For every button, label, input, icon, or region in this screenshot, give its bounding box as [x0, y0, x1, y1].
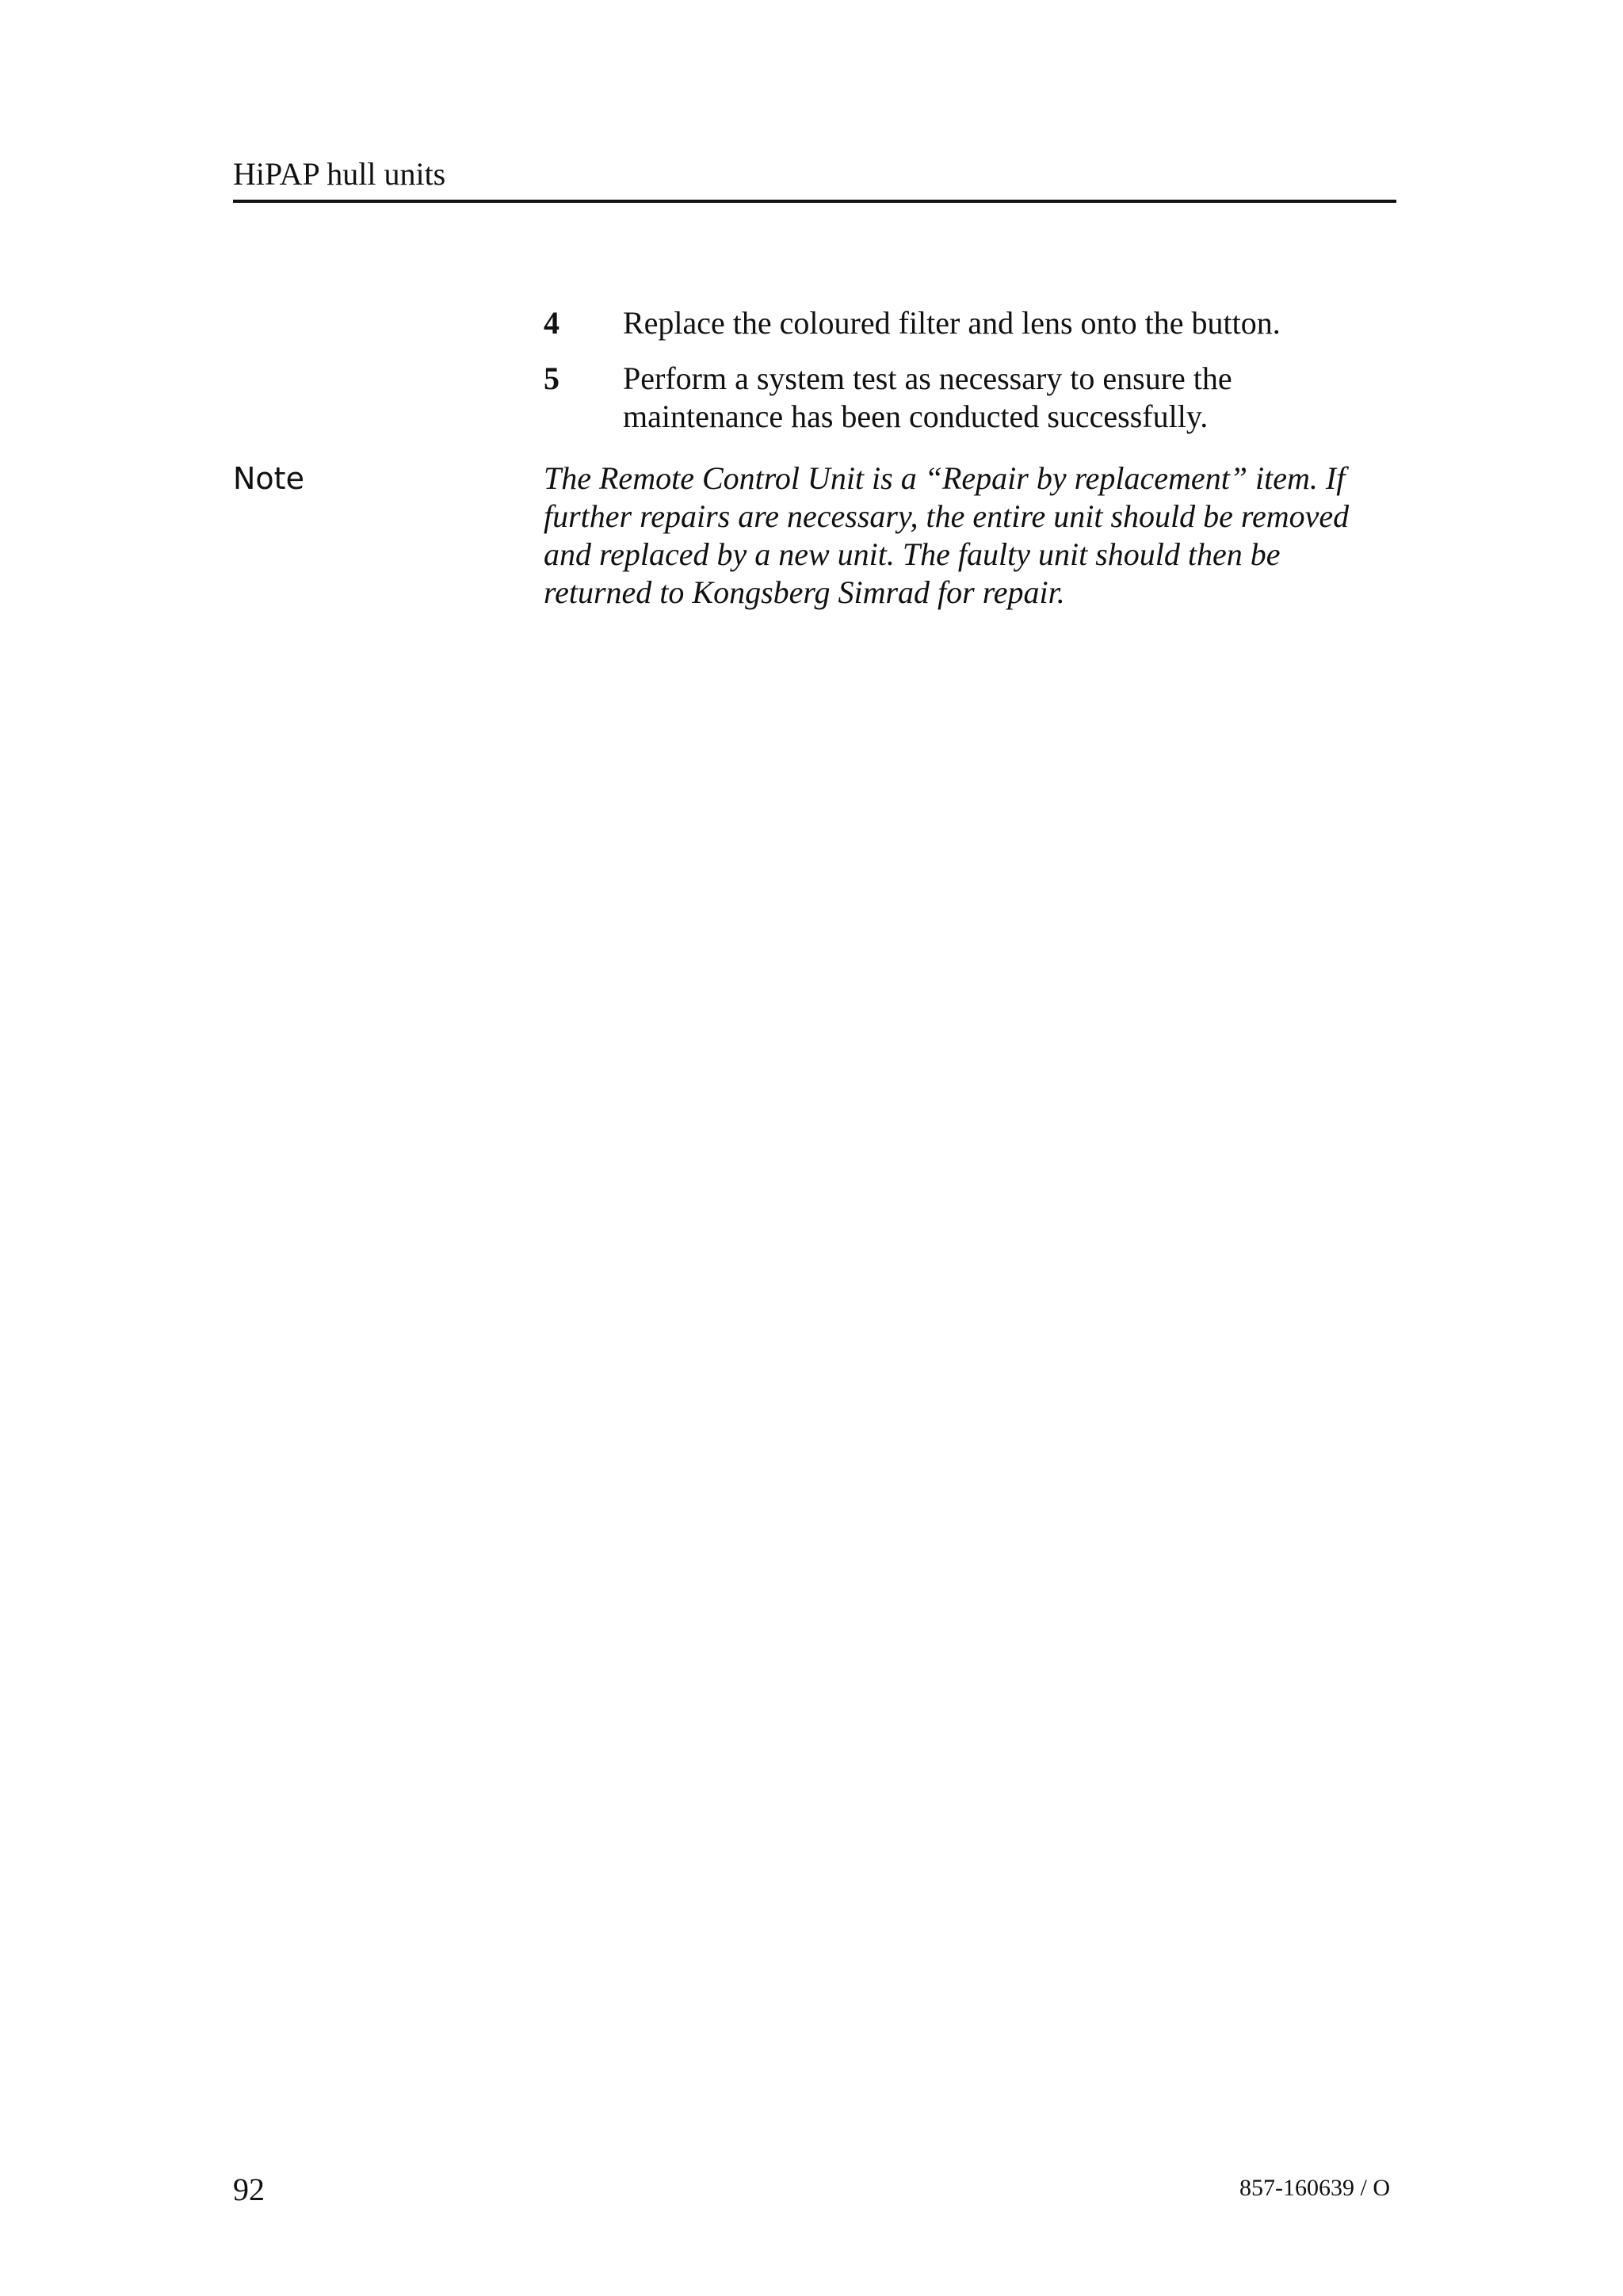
note-text: The Remote Control Unit is a “Repair by replacement” item. If further repairs are necessary, the entire unit should be removed and replaced by a new unit. The faulty unit should then be returned to Kongsberg Simrad for repair. — [544, 460, 1350, 610]
step-number: 5 — [544, 360, 559, 396]
step-number: 4 — [544, 305, 559, 341]
running-header-title: HiPAP hull units — [233, 156, 446, 192]
procedure-step-4 — [544, 304, 1400, 342]
page-number: 92 — [233, 2172, 265, 2207]
procedure-step-5 — [544, 360, 1400, 436]
step-text: Perform a system test as necessary to ensure the maintenance has been conducted successfully. — [623, 360, 1232, 434]
note-label: Note — [233, 461, 304, 496]
header-rule — [233, 200, 1396, 203]
document-code: 857-160639 / O — [1239, 2175, 1390, 2201]
step-text: Replace the coloured filter and lens onto the button. — [623, 305, 1281, 341]
